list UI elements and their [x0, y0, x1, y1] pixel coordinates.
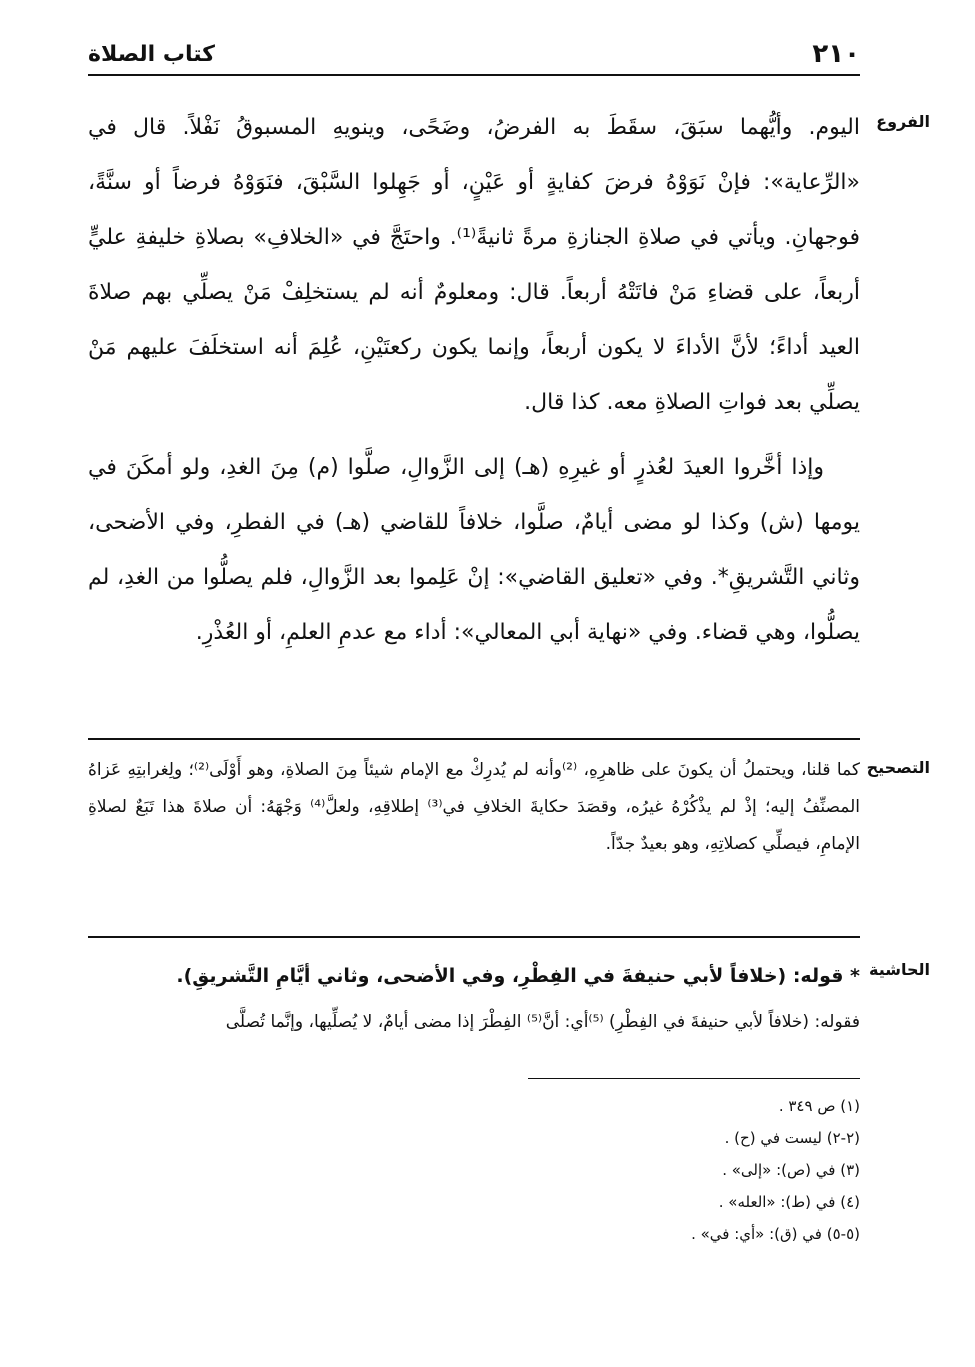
main-paragraph-2: وإذا أخَّروا العيدَ لعُذرٍ أو غيرِهِ (هـ) إلى الزَّوالِ، صلَّوا (م) مِنَ الغدِ، ولو أمكَنَ في يومها (ش) وكذا لو مضى أيامٌ، صلَّوا، خلافاً للقاضي (هـ) في الفطرِ، وفي الأضحى، وثاني التَّشريقِ*. وفي «تعليق القاضي»: إنْ عَلِموا بعد الزَّوالِ، فلم يصلُّوا من الغدِ، لم يصلُّوا، وهي قضاء. وفي «نهاية أبي المعالي»: أداء مع عدمِ العلمِ، أو العُذْرِ.	[88, 455, 860, 645]
running-title: كتاب الصلاة	[88, 41, 215, 67]
page-number: ٢١٠	[812, 39, 860, 69]
footnote-item: (٢-٢) ليست في (ح) .	[724, 1129, 860, 1147]
correction-text: كما قلنا، ويحتملُ أن يكونَ على ظاهرِهِ، ⁽²⁾وأنه لم يُدرِكْ مع الإمام شيئاً مِنَ الصلاةِ، وهو أَوْلَى⁽²⁾؛ ولِغرابتِهِ عَزاهُ المصنِّفُ إليه؛ إذْ لم يذْكُرْهُ غيرُه، وقصَدَ حكايةَ الخلافِ في⁽³⁾ إطلاقِهِ، ولعلَّ⁽⁴⁾ وَجْهَهُ: أن صلاةَ هذا تَبَعٌ لصلاةِ الإمامِ، فيصلِّي كصلاتِهِ، وهو بعيدٌ جدّاً.	[88, 760, 860, 854]
footnote-item: (٤) في (ط): «العله» .	[718, 1193, 860, 1211]
hashia-body: فقوله: (خلافاً لأبي حنيفةَ في الفِطْرِ) ⁽⁵⁾أي: أنَّ⁽⁵⁾ الفِطْرَ إذا مضى أيامٌ، لا يُصلِّيها، وإنَّما تُصلَّى	[225, 1012, 860, 1032]
page-header	[88, 36, 860, 72]
footnote-divider	[528, 1078, 860, 1079]
side-label-tashih: التصحيح	[866, 758, 930, 777]
section-divider-correction	[88, 738, 860, 740]
footnote-item: (٥-٥) في (ق): «أي: في» .	[691, 1225, 860, 1243]
side-label-hashia: الحاشية	[869, 960, 930, 979]
side-label-furu: الفروع	[876, 112, 930, 131]
main-text-block	[88, 100, 860, 660]
footnote-item: (١) ص ٣٤٩ .	[778, 1097, 860, 1115]
section-divider-hashia	[88, 936, 860, 938]
hashia-title: * قوله: (خلافاً لأبي حنيفةَ في الفِطْرِ، وفي الأضحى، وثاني أيَّامِ التَّشريقِ).	[176, 965, 860, 987]
header-divider	[88, 74, 860, 76]
hashia-section	[88, 956, 860, 1042]
footnote-item: (٣) في (ص): «إلى» .	[722, 1161, 860, 1179]
footnotes-list	[300, 1090, 860, 1250]
main-paragraph-1: اليوم. وأيُّهما سبَقَ، سقَطَ به الفرضُ، وضَحًى، وينويهِ المسبوقُ نَفْلاً. قال في «الرِّعاية»: فإنْ نَوَوْهُ فرضَ كفايةٍ أو عَيْنٍ، أو جَهِلوا السَّبْقَ، فنَوَوْهُ فرضاً أو سنَّةً، فوجهانِ. ويأتي في صلاةِ الجنازةِ مرةً ثانيةً⁽¹⁾. واحتَجَّ في «الخلافِ» بصلاةِ خليفةِ عليٍّ أربعاً، على قضاءِ مَنْ فاتَتْهُ أربعاً. قال: ومعلومٌ أنه لم يستخلِفْ مَنْ يصلِّي بهم صلاةَ العيد أداءً؛ لأنَّ الأداءَ لا يكون أربعاً، وإنما يكون ركعتَيْنِ، عُلِمَ أنه استخلَفَ عليهم مَنْ يصلِّي بعد فواتِ الصلاةِ معه. كذا قال.	[88, 115, 860, 415]
